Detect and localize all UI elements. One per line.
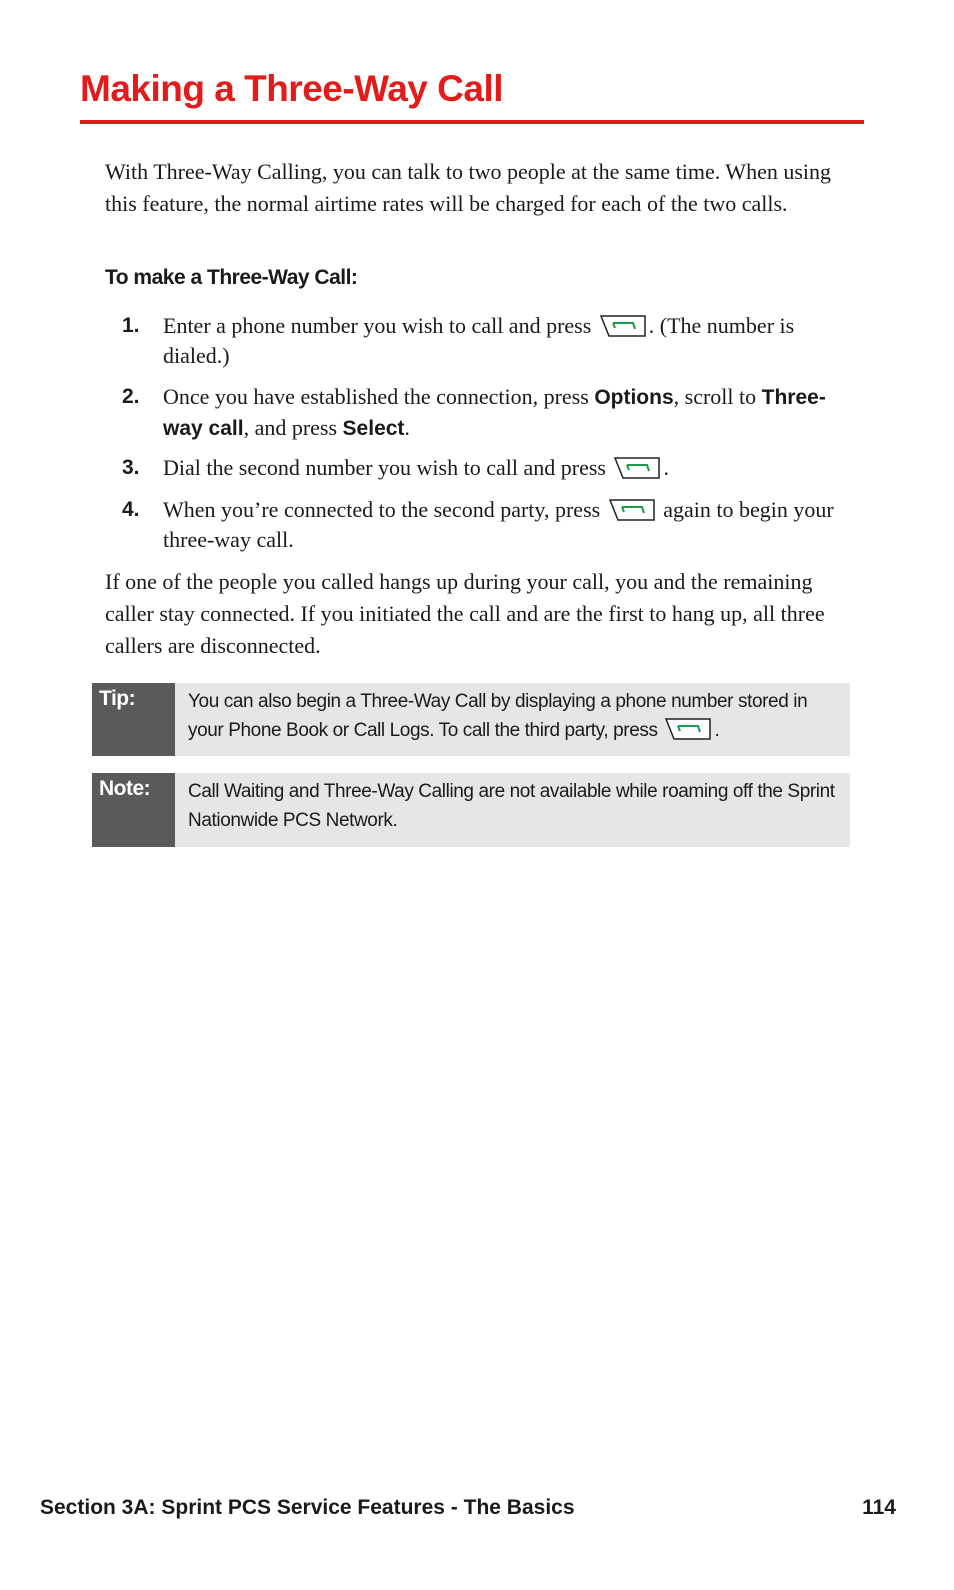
outro-paragraph: If one of the people you called hangs up during your call, you and the remaining caller stay connected. If you initiated the call and are the first to hang up, all three callers are disconnected.	[105, 569, 825, 658]
intro-paragraph: With Three-Way Calling, you can talk to two people at the same time. When using this feature, the normal airtime rates will be charged for each of the two calls.	[105, 159, 832, 216]
step-text-part: Enter a phone number you wish to call and press	[163, 313, 597, 338]
step-text-part: .	[663, 455, 669, 480]
step-number: 3.	[122, 456, 140, 479]
page-title-block	[80, 66, 864, 124]
procedure-lead: To make a Three-Way Call:	[105, 266, 358, 289]
page-number: 114	[862, 1496, 896, 1519]
talk-key-icon	[599, 314, 647, 338]
step-text	[163, 311, 853, 371]
step-number: 4.	[122, 498, 140, 521]
step-text-part: When you’re connected to the second party, press	[163, 497, 606, 522]
step-text-part: , and press	[243, 415, 343, 440]
tip-label: Tip:	[92, 683, 175, 756]
step-number: 1.	[122, 314, 140, 337]
step-text-part: Once you have established the connection, press	[163, 384, 595, 409]
three-way-call-keyword: Three-way call	[163, 386, 826, 440]
note-box	[92, 773, 850, 847]
page-title: Making a Three-Way Call	[80, 68, 504, 109]
talk-key-icon	[613, 456, 661, 480]
footer-section: Section 3A: Sprint PCS Service Features - The Basics	[40, 1496, 575, 1519]
note-label: Note:	[92, 773, 175, 847]
talk-key-icon	[664, 717, 712, 741]
step-text	[163, 453, 853, 483]
talk-key-icon	[608, 498, 656, 522]
step-text-part: again to begin your three-way call.	[163, 497, 834, 552]
step-text-part: Dial the second number you wish to call and press	[163, 455, 612, 480]
tip-text-part: You can also begin a Three-Way Call by displaying a phone number stored in your Phone Book or Call Logs. To call the third party, press	[188, 691, 808, 741]
step-text-part: . (The number is dialed.)	[163, 313, 795, 368]
select-keyword: Select	[342, 417, 405, 440]
tip-text	[175, 683, 850, 756]
options-keyword: Options	[594, 386, 674, 409]
note-text: Call Waiting and Three-Way Calling are not available while roaming off the Sprint Nationwide PCS Network.	[188, 781, 835, 831]
step-text	[163, 495, 853, 555]
tip-box	[92, 683, 850, 756]
tip-text-part: .	[714, 720, 720, 741]
page-footer	[40, 1496, 896, 1520]
step-text	[163, 382, 853, 444]
step-text-part: , scroll to	[673, 384, 762, 409]
step-number: 2.	[122, 385, 140, 408]
step-text-part: .	[404, 415, 410, 440]
